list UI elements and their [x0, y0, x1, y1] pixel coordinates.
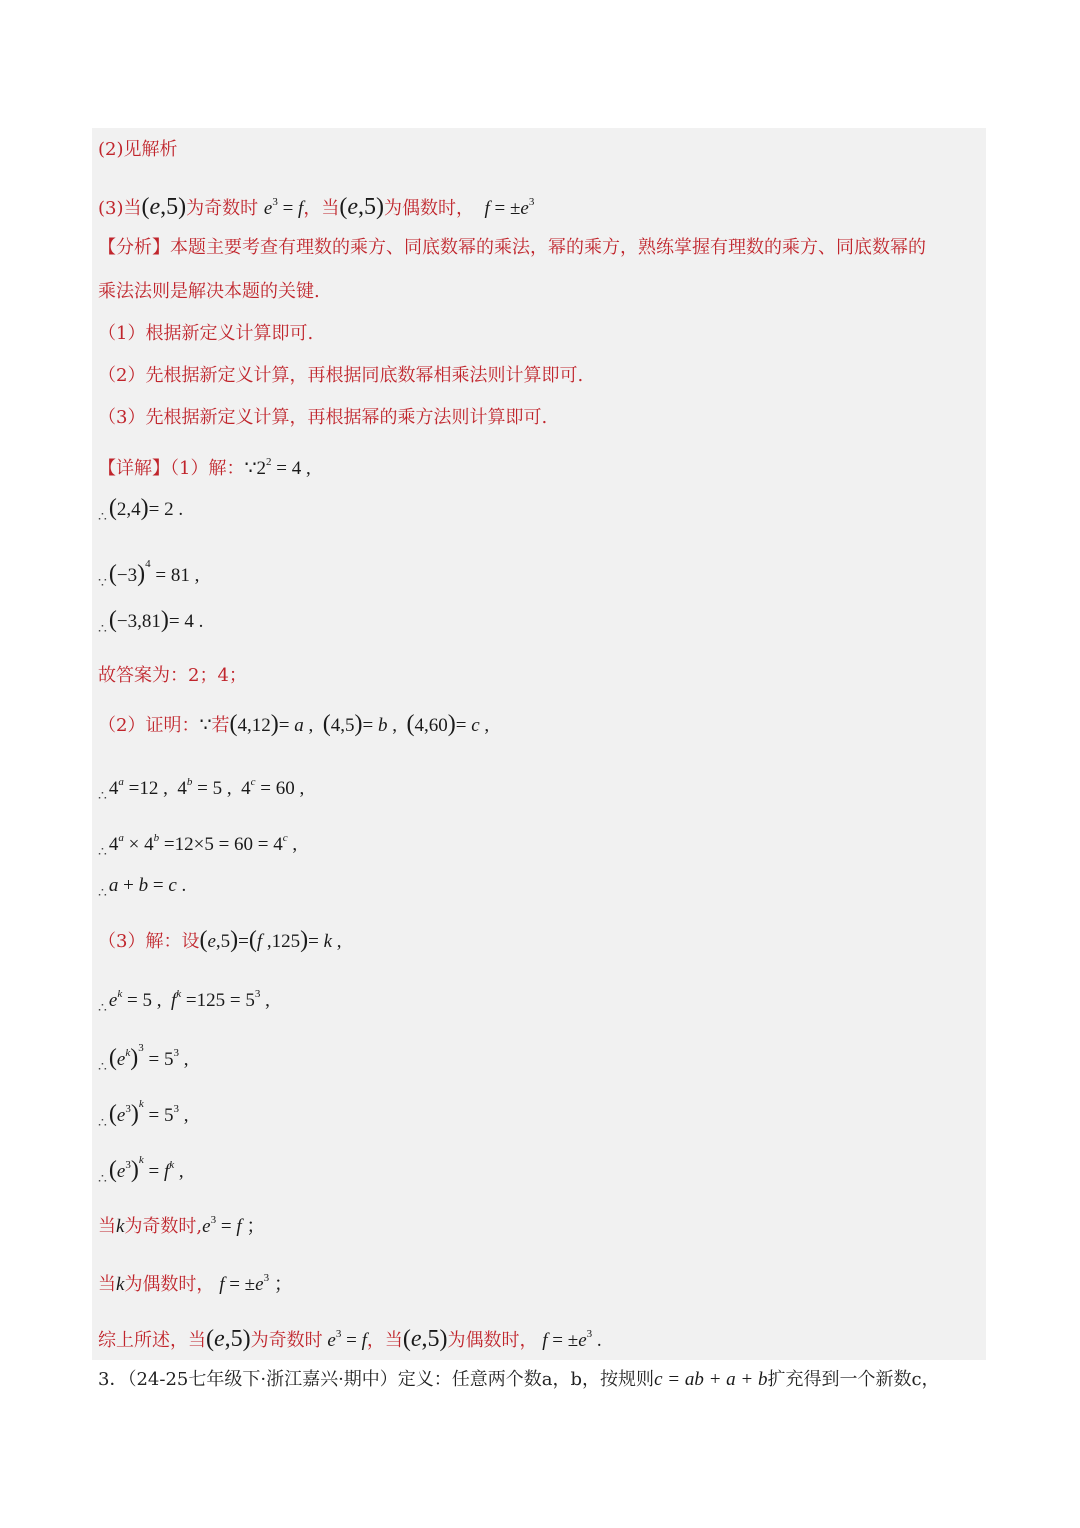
case-even-prefix: 当 — [98, 1274, 116, 1295]
formula-part3-set: (e,5)=(f ,125)= k , — [199, 927, 342, 953]
answer-part3-even: 为偶数时， — [383, 198, 474, 219]
answer-part3-prefix: (3)当 — [98, 198, 142, 219]
formula-k-even: k — [116, 1274, 125, 1295]
analysis-tag: 【分析】 — [98, 237, 170, 258]
detail-part2-step1 — [98, 770, 304, 809]
analysis-line-2 — [98, 280, 320, 304]
detail-part3-step2 — [98, 1036, 188, 1080]
formula-part2-powers: $_\therefore$ $4^a =12$ , $4^b = 5$ , $4^c = 60$ , — [98, 776, 305, 804]
formula-part2-product: $_\therefore$ $4^a \times 4^b =12\times 5 = 60 = 4^c$ , — [98, 832, 298, 860]
analysis-step-2 — [98, 364, 583, 388]
solution-panel — [92, 128, 986, 1360]
analysis-step-3 — [98, 406, 547, 430]
formula-case-odd: $e^3 = f$ ； — [202, 1214, 266, 1237]
formula-part2-conclusion: $_\therefore$ a + b = c . — [98, 875, 187, 901]
detail-part3-step1 — [98, 982, 270, 1021]
summary-comma: ，当 — [366, 1330, 403, 1351]
formula-summary-pair2: (e,5) — [402, 1326, 448, 1352]
formula-part3-e3-k-fk: $_\therefore(e^3)^k = f^k$ , — [98, 1154, 184, 1187]
detail-part3-intro: （3）解：设 — [98, 931, 200, 952]
detail-answer-line — [98, 664, 247, 688]
next-question-formula: c = ab + a + b — [654, 1369, 768, 1390]
summary-prefix: 综上所述，当 — [98, 1330, 206, 1351]
answer-part2-text: (2)见解析 — [98, 139, 178, 160]
formula-because-neg3: $_\because(-3)^4 = 81$ , — [98, 558, 200, 591]
formula-summary-pair1: (e,5) — [206, 1326, 251, 1352]
detail-part2-intro: （2）证明： — [98, 715, 200, 736]
because-symbol: ∵ — [199, 715, 212, 736]
detail-case-even — [98, 1266, 293, 1297]
detail-part3-step3 — [98, 1092, 188, 1136]
formula-pair-e5: (e,5) — [141, 194, 187, 220]
analysis-text-1: 本题主要考查有理数的乘方、同底数幂的乘法，幂的乘方，熟练掌握有理数的乘方、同底数幂的 — [170, 237, 926, 258]
answer-part2 — [98, 138, 178, 162]
detail-part2-if: 若 — [211, 715, 230, 736]
formula-because-2sq: $\because 2^2 = 4$ , — [244, 456, 311, 479]
formula-k-odd: k — [116, 1216, 125, 1237]
next-question-number: 3． — [98, 1369, 128, 1390]
formula-therefore-neg381: $_\therefore$(−3,81)= 4 . — [98, 607, 204, 637]
formula-therefore-24: $_\therefore$(2,4)= 2 . — [98, 495, 184, 525]
detail-tag: 【详解】 — [98, 458, 170, 479]
detail-part3-step4 — [98, 1148, 184, 1192]
next-question-source: （24-25七年级下·浙江嘉兴·期中） — [127, 1369, 398, 1390]
detail-answer-text: 故答案为：2；4； — [98, 665, 247, 686]
formula-summary-odd: $e^3 = f$ — [327, 1328, 367, 1351]
summary-even: 为偶数时， — [447, 1330, 538, 1351]
formula-f-pm-e3: $f = \pm e^3$ — [484, 196, 535, 219]
detail-line-2 — [98, 496, 183, 530]
detail-line-3 — [98, 552, 199, 596]
detail-line-4 — [98, 608, 203, 642]
analysis-step-2-text: （2）先根据新定义计算，再根据同底数幂相乘法则计算即可. — [98, 365, 584, 386]
formula-summary-even: $f = \pm e^3$ . — [542, 1328, 602, 1351]
case-odd-prefix: 当 — [98, 1216, 116, 1237]
detail-part3-line — [98, 928, 342, 954]
formula-part3-ek-cubed: $_\therefore(e^k)^3 = 5^3$ , — [98, 1042, 189, 1075]
detail-part1-intro: （1）解： — [170, 458, 245, 479]
analysis-step-3-text: （3）先根据新定义计算，再根据幂的乘方法则计算即可. — [98, 407, 548, 428]
detail-part2-step2 — [98, 826, 297, 865]
answer-part3-comma: ，当 — [303, 198, 340, 219]
analysis-line-1 — [98, 236, 926, 260]
next-question — [98, 1368, 940, 1392]
next-question-text-b: 扩充得到一个新数c， — [767, 1369, 940, 1390]
detail-line-1 — [98, 450, 311, 481]
detail-case-odd — [98, 1208, 265, 1239]
detail-part2-step3 — [98, 874, 186, 906]
answer-part3 — [98, 190, 534, 221]
case-even-mid: 为偶数时， — [124, 1274, 215, 1295]
answer-part3-odd: 为奇数时 — [186, 198, 259, 219]
detail-part2-line — [98, 712, 489, 738]
case-odd-mid: 为奇数时, — [124, 1216, 203, 1237]
analysis-text-2: 乘法法则是解决本题的关键. — [98, 281, 320, 302]
formula-part2-conditions: (4,12)= a , (4,5)= b , (4,60)= c , — [229, 711, 490, 737]
analysis-step-1-text: （1）根据新定义计算即可. — [98, 323, 314, 344]
next-question-text-a: 定义：任意两个数a，b，按规则 — [397, 1369, 655, 1390]
detail-summary — [98, 1322, 602, 1353]
formula-case-even: $f = \pm e^3$ ； — [219, 1272, 293, 1295]
formula-part3-e3-k: $_\therefore(e^3)^k = 5^3$ , — [98, 1098, 189, 1131]
formula-pair-e5-2: (e,5) — [339, 194, 384, 220]
analysis-step-1 — [98, 322, 313, 346]
summary-odd: 为奇数时 — [250, 1330, 323, 1351]
formula-part3-ek: $_\therefore$ $e^k = 5$ , $f^k =125 = 5^3$ , — [98, 988, 270, 1016]
formula-e3-eq-f: $e^3 = f$ — [263, 196, 304, 219]
